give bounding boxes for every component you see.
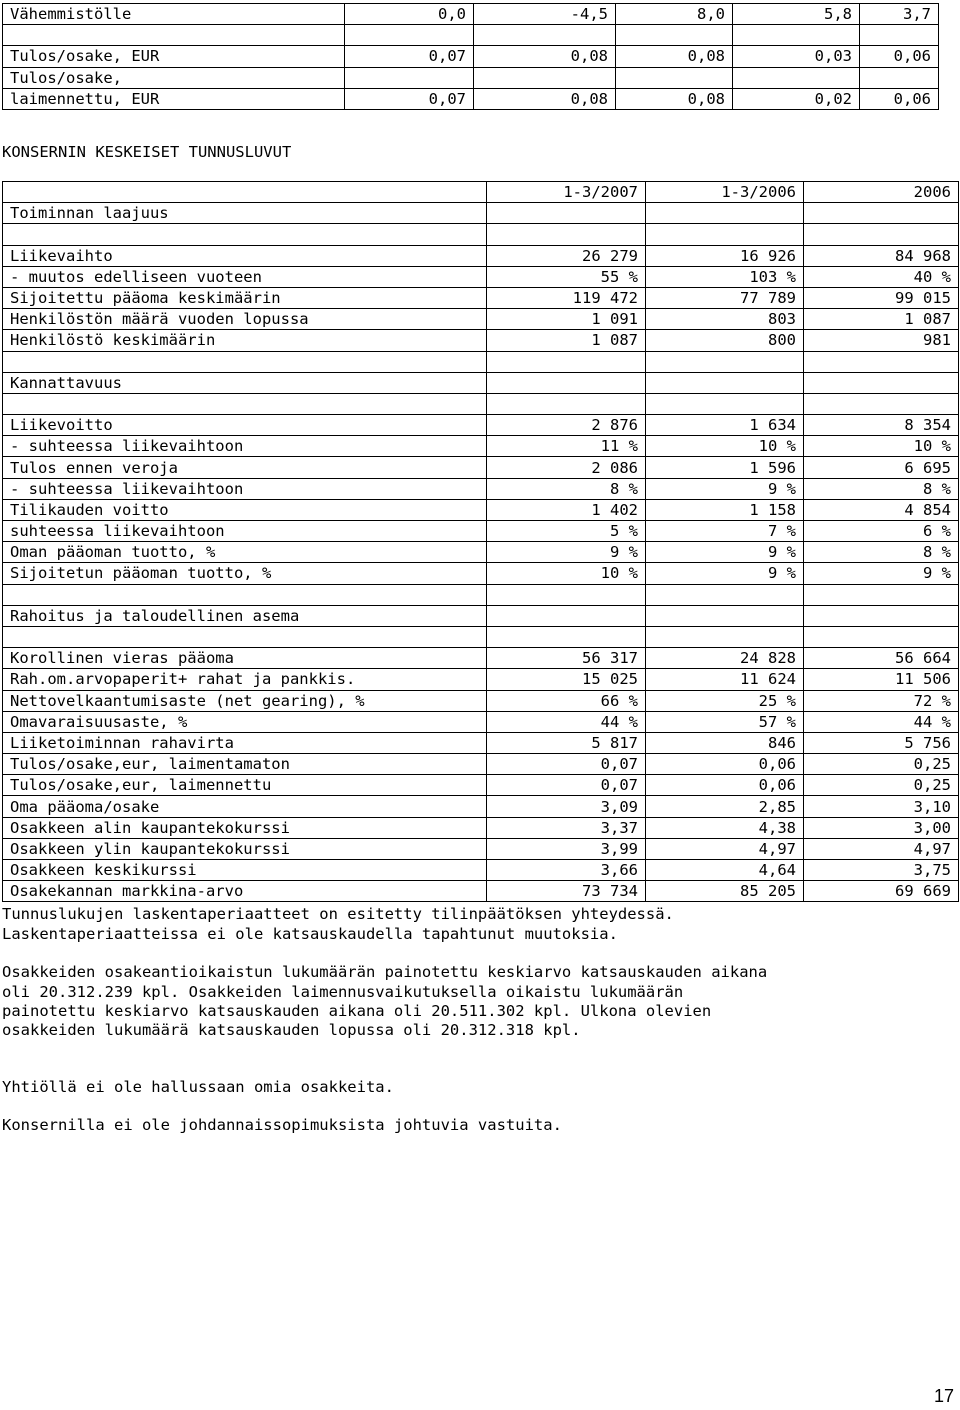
cell-value: 11 %: [487, 436, 646, 457]
row-label: Omavaraisuusaste, %: [3, 711, 487, 732]
cell-value: [804, 393, 959, 414]
key-figure-row: [3, 881, 959, 902]
cell-value: [646, 626, 804, 647]
paragraph-derivatives: Konsernilla ei ole johdannaissopimuksista johtuvia vastuita.: [2, 1116, 562, 1134]
cell-value: 0,08: [474, 46, 616, 67]
cell-value: 10 %: [646, 436, 804, 457]
key-figure-row: [3, 182, 959, 203]
cell-value: 3,99: [487, 838, 646, 859]
cell-value: 3,00: [804, 817, 959, 838]
key-figure-row: [3, 584, 959, 605]
key-figure-row: [3, 245, 959, 266]
row-label: - suhteessa liikevaihtoon: [3, 436, 487, 457]
key-figure-row: [3, 393, 959, 414]
cell-value: 1 402: [487, 499, 646, 520]
key-figure-row: [3, 287, 959, 308]
cell-value: 2 876: [487, 415, 646, 436]
key-figure-row: [3, 224, 959, 245]
cell-value: 57 %: [646, 711, 804, 732]
cell-value: 0,07: [345, 46, 474, 67]
cell-value: 0,07: [345, 88, 474, 109]
row-label: [3, 351, 487, 372]
cell-value: [860, 67, 939, 88]
key-figure-row: [3, 542, 959, 563]
row-label: Liikevaihto: [3, 245, 487, 266]
row-label: Osakkeen ylin kaupantekokurssi: [3, 838, 487, 859]
cell-value: [646, 605, 804, 626]
row-label: Tulos/osake,eur, laimentamaton: [3, 754, 487, 775]
cell-value: 1-3/2006: [646, 182, 804, 203]
paragraph-principles-1: Tunnuslukujen laskentaperiaatteet on esitetty tilinpäätöksen yhteydessä.: [2, 905, 674, 923]
paragraph-principles-2: Laskentaperiaatteissa ei ole katsauskaudella tapahtunut muutoksia.: [2, 925, 618, 943]
cell-value: [646, 351, 804, 372]
cell-value: 6 %: [804, 521, 959, 542]
cell-value: 4,64: [646, 860, 804, 881]
cell-value: 9 %: [646, 542, 804, 563]
cell-value: 56 664: [804, 648, 959, 669]
cell-value: 0,08: [616, 88, 733, 109]
cell-value: [804, 626, 959, 647]
row-label: Liikevoitto: [3, 415, 487, 436]
cell-value: -4,5: [474, 4, 616, 25]
cell-value: 77 789: [646, 287, 804, 308]
cell-value: [487, 351, 646, 372]
key-figure-row: [3, 499, 959, 520]
cell-value: 73 734: [487, 881, 646, 902]
row-label: Tulos/osake,: [3, 67, 345, 88]
key-figure-row: [3, 372, 959, 393]
cell-value: [474, 67, 616, 88]
key-figure-row: [3, 626, 959, 647]
top-table-row: [3, 25, 939, 46]
key-figure-row: [3, 605, 959, 626]
cell-value: 0,02: [733, 88, 860, 109]
top-table-row: [3, 4, 939, 25]
cell-value: [804, 372, 959, 393]
key-figure-row: [3, 817, 959, 838]
page-number: 17: [933, 1386, 954, 1406]
key-figure-row: [3, 203, 959, 224]
cell-value: [860, 25, 939, 46]
row-label: [3, 393, 487, 414]
cell-value: 1 087: [804, 309, 959, 330]
cell-value: 846: [646, 732, 804, 753]
cell-value: 84 968: [804, 245, 959, 266]
cell-value: 0,06: [860, 46, 939, 67]
row-label: [3, 25, 345, 46]
row-label: Toiminnan laajuus: [3, 203, 487, 224]
cell-value: 8 %: [487, 478, 646, 499]
cell-value: 66 %: [487, 690, 646, 711]
key-figure-row: [3, 309, 959, 330]
cell-value: 0,25: [804, 775, 959, 796]
cell-value: 9 %: [646, 478, 804, 499]
cell-value: 5 %: [487, 521, 646, 542]
cell-value: 25 %: [646, 690, 804, 711]
cell-value: 56 317: [487, 648, 646, 669]
cell-value: 9 %: [646, 563, 804, 584]
key-figure-row: [3, 796, 959, 817]
cell-value: 4 854: [804, 499, 959, 520]
cell-value: 9 %: [487, 542, 646, 563]
cell-value: [646, 372, 804, 393]
cell-value: 0,03: [733, 46, 860, 67]
cell-value: 3,66: [487, 860, 646, 881]
key-figure-row: [3, 457, 959, 478]
section-heading: KONSERNIN KESKEISET TUNNUSLUVUT: [2, 143, 292, 161]
top-table-row: [3, 88, 939, 109]
row-label: [3, 224, 487, 245]
paragraph-shares-2: oli 20.312.239 kpl. Osakkeiden laimennusvaikutuksella oikaistu lukumäärän: [2, 983, 684, 1001]
cell-value: 800: [646, 330, 804, 351]
paragraph-shares-4: osakkeiden lukumäärä katsauskauden lopussa oli 20.312.318 kpl.: [2, 1021, 581, 1039]
cell-value: 0,06: [860, 88, 939, 109]
cell-value: 1 087: [487, 330, 646, 351]
row-label: Nettovelkaantumisaste (net gearing), %: [3, 690, 487, 711]
cell-value: 2 086: [487, 457, 646, 478]
cell-value: 0,07: [487, 775, 646, 796]
cell-value: 119 472: [487, 287, 646, 308]
cell-value: 3,7: [860, 4, 939, 25]
key-figure-row: [3, 669, 959, 690]
cell-value: 2006: [804, 182, 959, 203]
key-figure-row: [3, 563, 959, 584]
key-figure-row: [3, 351, 959, 372]
row-label: Rahoitus ja taloudellinen asema: [3, 605, 487, 626]
row-label: Kannattavuus: [3, 372, 487, 393]
cell-value: [345, 25, 474, 46]
cell-value: [616, 25, 733, 46]
row-label: laimennettu, EUR: [3, 88, 345, 109]
cell-value: [487, 203, 646, 224]
cell-value: 99 015: [804, 287, 959, 308]
cell-value: 0,07: [487, 754, 646, 775]
row-label: Tulos ennen veroja: [3, 457, 487, 478]
cell-value: 10 %: [804, 436, 959, 457]
cell-value: 8 354: [804, 415, 959, 436]
cell-value: 40 %: [804, 266, 959, 287]
top-table-row: [3, 67, 939, 88]
cell-value: 44 %: [487, 711, 646, 732]
row-label: Korollinen vieras pääoma: [3, 648, 487, 669]
cell-value: [487, 372, 646, 393]
cell-value: [474, 25, 616, 46]
cell-value: 0,08: [474, 88, 616, 109]
cell-value: 8 %: [804, 542, 959, 563]
cell-value: 5 756: [804, 732, 959, 753]
row-label: - suhteessa liikevaihtoon: [3, 478, 487, 499]
key-figures-table: [2, 181, 959, 902]
row-label: Oman pääoman tuotto, %: [3, 542, 487, 563]
key-figure-row: [3, 266, 959, 287]
cell-value: 26 279: [487, 245, 646, 266]
key-figure-row: [3, 838, 959, 859]
row-label: Henkilöstön määrä vuoden lopussa: [3, 309, 487, 330]
cell-value: 16 926: [646, 245, 804, 266]
row-label: Osakkeen keskikurssi: [3, 860, 487, 881]
key-figure-row: [3, 775, 959, 796]
cell-value: 44 %: [804, 711, 959, 732]
paragraph-shares-1: Osakkeiden osakeantioikaistun lukumäärän painotettu keskiarvo katsauskauden aikana: [2, 963, 768, 981]
cell-value: 4,97: [646, 838, 804, 859]
cell-value: 55 %: [487, 266, 646, 287]
cell-value: 24 828: [646, 648, 804, 669]
cell-value: [487, 626, 646, 647]
cell-value: 0,25: [804, 754, 959, 775]
cell-value: 3,10: [804, 796, 959, 817]
cell-value: 85 205: [646, 881, 804, 902]
key-figure-row: [3, 754, 959, 775]
cell-value: [646, 584, 804, 605]
cell-value: 5 817: [487, 732, 646, 753]
key-figure-row: [3, 860, 959, 881]
cell-value: [487, 224, 646, 245]
cell-value: 9 %: [804, 563, 959, 584]
row-label: Sijoitettu pääoma keskimäärin: [3, 287, 487, 308]
row-label: Tilikauden voitto: [3, 499, 487, 520]
cell-value: 15 025: [487, 669, 646, 690]
cell-value: [345, 67, 474, 88]
key-figure-row: [3, 415, 959, 436]
cell-value: 5,8: [733, 4, 860, 25]
row-label: - muutos edelliseen vuoteen: [3, 266, 487, 287]
cell-value: 1 158: [646, 499, 804, 520]
cell-value: 2,85: [646, 796, 804, 817]
row-label: [3, 182, 487, 203]
cell-value: 8 %: [804, 478, 959, 499]
cell-value: 3,37: [487, 817, 646, 838]
cell-value: 7 %: [646, 521, 804, 542]
cell-value: [733, 25, 860, 46]
row-label: Tulos/osake, EUR: [3, 46, 345, 67]
row-label: Tulos/osake,eur, laimennettu: [3, 775, 487, 796]
cell-value: 981: [804, 330, 959, 351]
top-table-row: [3, 46, 939, 67]
cell-value: 8,0: [616, 4, 733, 25]
cell-value: 0,06: [646, 754, 804, 775]
key-figure-row: [3, 478, 959, 499]
cell-value: [804, 351, 959, 372]
cell-value: 4,97: [804, 838, 959, 859]
key-figure-row: [3, 711, 959, 732]
cell-value: [733, 67, 860, 88]
cell-value: 10 %: [487, 563, 646, 584]
key-figure-row: [3, 690, 959, 711]
row-label: [3, 626, 487, 647]
cell-value: 0,08: [616, 46, 733, 67]
row-label: Osakkeen alin kaupantekokurssi: [3, 817, 487, 838]
cell-value: 1 091: [487, 309, 646, 330]
top-table: [2, 3, 939, 110]
row-label: Oma pääoma/osake: [3, 796, 487, 817]
cell-value: 11 624: [646, 669, 804, 690]
cell-value: [804, 605, 959, 626]
row-label: [3, 584, 487, 605]
cell-value: [616, 67, 733, 88]
key-figure-row: [3, 648, 959, 669]
cell-value: 0,0: [345, 4, 474, 25]
row-label: Sijoitetun pääoman tuotto, %: [3, 563, 487, 584]
cell-value: 1-3/2007: [487, 182, 646, 203]
key-figure-row: [3, 436, 959, 457]
cell-value: [804, 224, 959, 245]
cell-value: [804, 584, 959, 605]
paragraph-own-shares: Yhtiöllä ei ole hallussaan omia osakkeita.: [2, 1078, 394, 1096]
cell-value: 72 %: [804, 690, 959, 711]
row-label: Liiketoiminnan rahavirta: [3, 732, 487, 753]
row-label: suhteessa liikevaihtoon: [3, 521, 487, 542]
cell-value: 1 596: [646, 457, 804, 478]
cell-value: [646, 203, 804, 224]
row-label: Rah.om.arvopaperit+ rahat ja pankkis.: [3, 669, 487, 690]
cell-value: 803: [646, 309, 804, 330]
cell-value: 6 695: [804, 457, 959, 478]
key-figure-row: [3, 521, 959, 542]
cell-value: [646, 224, 804, 245]
row-label: Vähemmistölle: [3, 4, 345, 25]
row-label: Osakekannan markkina-arvo: [3, 881, 487, 902]
cell-value: [487, 393, 646, 414]
cell-value: 3,75: [804, 860, 959, 881]
cell-value: 103 %: [646, 266, 804, 287]
cell-value: [804, 203, 959, 224]
key-figure-row: [3, 732, 959, 753]
cell-value: 11 506: [804, 669, 959, 690]
cell-value: [487, 584, 646, 605]
key-figure-row: [3, 330, 959, 351]
cell-value: [646, 393, 804, 414]
cell-value: 0,06: [646, 775, 804, 796]
cell-value: [487, 605, 646, 626]
cell-value: 1 634: [646, 415, 804, 436]
cell-value: 69 669: [804, 881, 959, 902]
paragraph-shares-3: painotettu keskiarvo katsauskauden aikana oli 20.511.302 kpl. Ulkona olevien: [2, 1002, 712, 1020]
cell-value: 4,38: [646, 817, 804, 838]
cell-value: 3,09: [487, 796, 646, 817]
row-label: Henkilöstö keskimäärin: [3, 330, 487, 351]
